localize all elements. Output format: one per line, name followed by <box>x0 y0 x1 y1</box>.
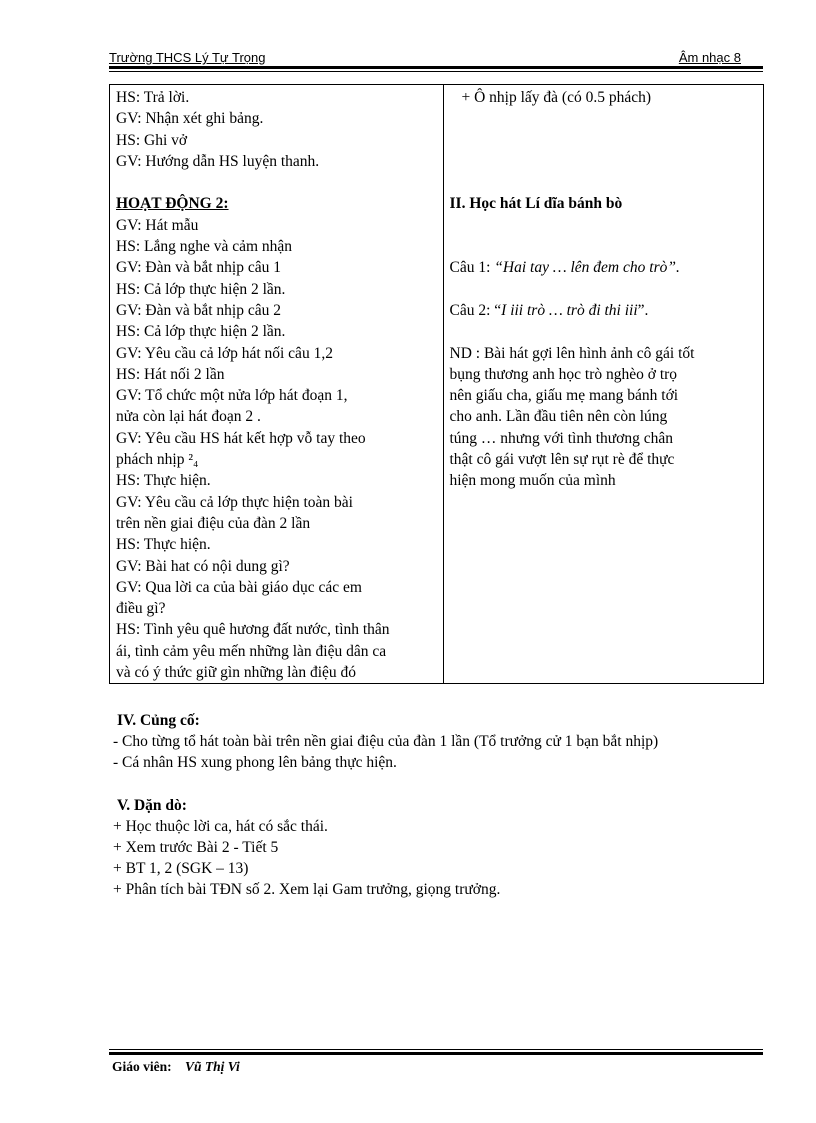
activity-line: và có ý thức giữ gìn những làn điệu đó <box>116 664 357 682</box>
intro-line: HS: Trả lời. <box>116 89 190 106</box>
content-line: ND : Bài hát gợi lên hình ảnh cô gái tốt <box>449 344 695 362</box>
content-line: thật cô gái vượt lên sự rụt rè để thực <box>449 451 675 469</box>
consolidation-section <box>113 710 658 773</box>
teacher-name: Vũ Thị Vi <box>185 1059 240 1074</box>
content-line: cho anh. Lần đầu tiên nên còn lúng <box>449 408 668 426</box>
footer-rule-thick <box>109 1052 763 1055</box>
activity-line: GV: Qua lời ca của bài giáo dục các em <box>116 578 362 596</box>
activity-line: GV: Hát mẫu <box>116 216 199 234</box>
content-column <box>443 85 764 684</box>
content-line: bụng thương anh học trò nghèo ở trọ <box>449 365 678 383</box>
verse-1-text: “Hai tay … lên đem cho trò”. <box>494 259 680 277</box>
content-line: nên giấu cha, giấu mẹ mang bánh tới <box>449 387 679 405</box>
verse-1-label: Câu 1: <box>449 259 491 277</box>
beat-note: + Ô nhịp lấy đà (có 0.5 phách) <box>461 89 652 106</box>
homework-item: + Học thuộc lời ca, hát có sắc thái. <box>113 818 328 835</box>
page-footer <box>112 1059 240 1075</box>
activity-line: HS: Cả lớp thực hiện 2 lần. <box>116 323 286 341</box>
homework-item: + Phân tích bài TĐN số 2. Xem lại Gam trưởng, giọng trưởng. <box>113 881 501 898</box>
homework-title: V. Dặn dò: <box>117 797 187 814</box>
verse-2-label: Câu 2: “ <box>449 301 502 319</box>
activity-line: GV: Đàn và bắt nhịp câu 1 <box>116 259 281 277</box>
consolidation-title: IV. Củng cố: <box>117 712 200 729</box>
verse-1 <box>450 257 758 278</box>
homework-item: + BT 1, 2 (SGK – 13) <box>113 860 249 877</box>
header-rule-thin <box>109 71 763 72</box>
activity-line: phách nhịp ²₄ <box>116 451 199 469</box>
content-line: túng … nhưng với tình thương chân <box>449 429 673 447</box>
homework-item: + Xem trước Bài 2 - Tiết 5 <box>113 839 279 856</box>
activity-line: trên nền giai điệu của đàn 2 lần <box>116 514 311 532</box>
intro-line: GV: Hướng dẫn HS luyện thanh. <box>116 152 320 170</box>
activity-line: GV: Yêu cầu HS hát kết hợp vỗ tay theo <box>116 429 366 447</box>
teacher-label: Giáo viên: <box>112 1059 172 1074</box>
consolidation-item: - Cá nhân HS xung phong lên bảng thực hiện. <box>113 754 397 771</box>
homework-section <box>113 795 500 900</box>
verse-2 <box>450 300 758 321</box>
page-header <box>109 50 763 66</box>
activity-line: điều gì? <box>116 600 166 618</box>
activity-line: GV: Bài hat có nội dung gì? <box>116 557 290 575</box>
activity-line: HS: Lắng nghe và cảm nhận <box>116 238 293 256</box>
activity-line: GV: Đàn và bắt nhịp câu 2 <box>116 301 281 319</box>
header-rule-thick <box>109 66 763 69</box>
subject-name: Âm nhạc 8 <box>678 50 741 65</box>
teacher-student-column <box>110 85 444 684</box>
consolidation-item: - Cho từng tổ hát toàn bài trên nền giai điệu của đàn 1 lần (Tổ trưởng cử 1 bạn bắt nhịp) <box>113 733 659 750</box>
activity-line: HS: Thực hiện. <box>116 536 211 554</box>
activity-line: HS: Tình yêu quê hương đất nước, tình thân <box>116 621 390 639</box>
school-name: Trường THCS Lý Tự Trọng <box>109 50 266 65</box>
activity-heading: HOẠT ĐỘNG 2: <box>116 195 229 213</box>
activity-line: HS: Thực hiện. <box>116 472 211 490</box>
footer-rule-thin <box>109 1049 763 1050</box>
activity-line: GV: Yêu cầu cả lớp thực hiện toàn bài <box>116 493 353 511</box>
verse-2-text: I iii trò … trò đi thi iii <box>501 301 638 319</box>
activity-line: GV: Tổ chức một nửa lớp hát đoạn 1, <box>116 387 348 405</box>
lesson-table <box>109 84 764 684</box>
activity-line: GV: Yêu cầu cả lớp hát nối câu 1,2 <box>116 344 333 362</box>
activity-line: HS: Cả lớp thực hiện 2 lần. <box>116 280 286 298</box>
intro-line: GV: Nhận xét ghi bảng. <box>116 110 264 128</box>
activity-line: HS: Hát nối 2 lần <box>116 365 225 383</box>
section-heading: II. Học hát Lí dĩa bánh bò <box>449 195 623 213</box>
activity-line: ái, tình cảm yêu mến những làn điệu dân ca <box>116 642 387 660</box>
content-line: hiện mong muốn của mình <box>449 472 616 490</box>
verse-2-end: ”. <box>637 301 649 319</box>
intro-line: HS: Ghi vở <box>116 131 188 149</box>
activity-line: nửa còn lại hát đoạn 2 . <box>116 408 261 426</box>
